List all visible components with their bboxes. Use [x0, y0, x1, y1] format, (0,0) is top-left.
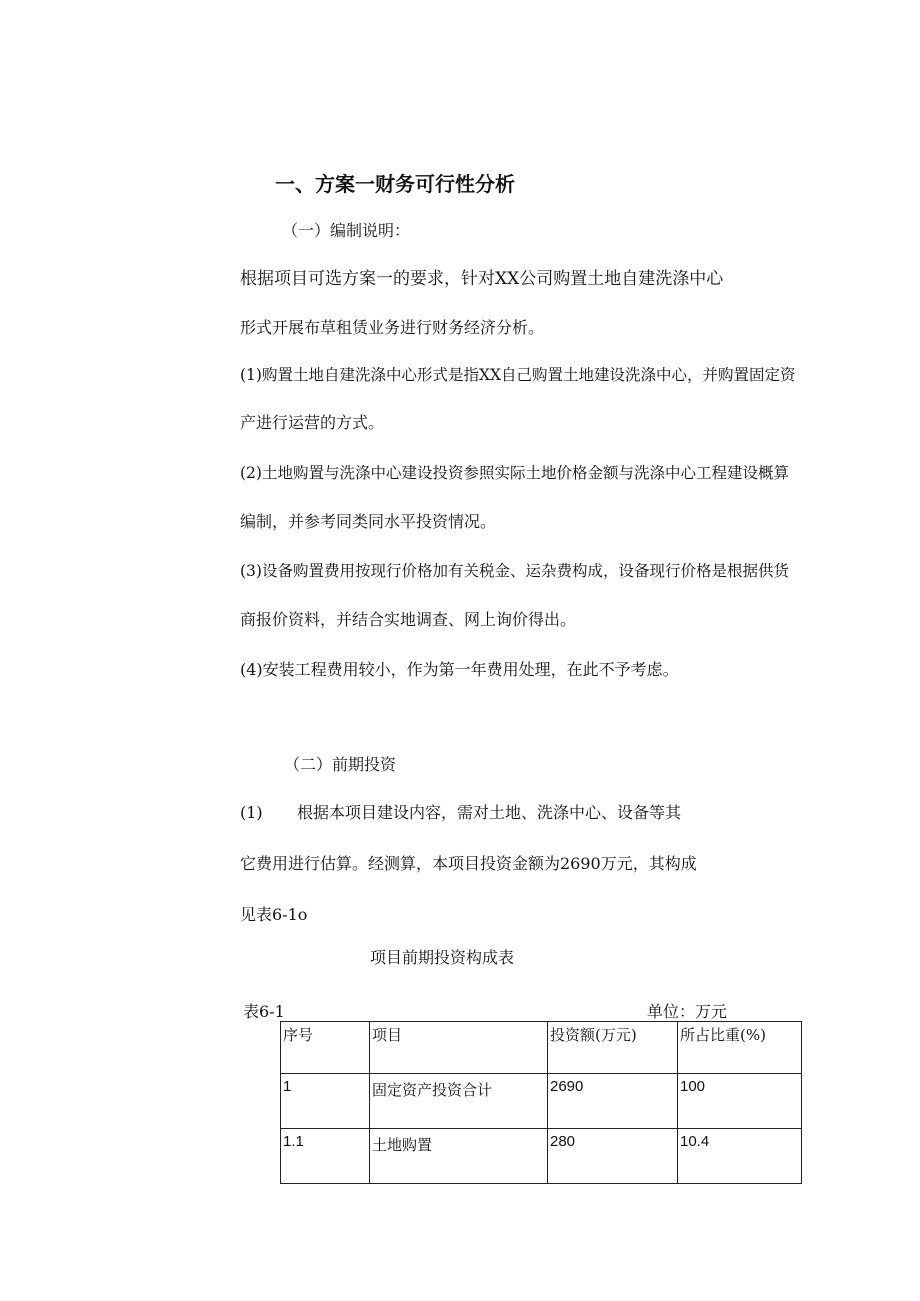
section2-item1-line3: 见表6-1o: [240, 905, 308, 924]
section1-heading: （一）编制说明：: [282, 221, 411, 240]
section1-intro-line2: 形式开展布草租赁业务进行财务经济分析。: [240, 318, 545, 337]
section1-item3-line2: 商报价资料，并结合实地调查、网上询价得出。: [240, 610, 577, 629]
section1-item2-line1: (2)土地购置与洗涤中心建设投资参照实际土地价格金额与洗涤中心工程建设概算: [240, 464, 789, 482]
header-cell-seq: 序号: [281, 1022, 370, 1074]
table-cell: 2690: [548, 1074, 678, 1129]
section1-intro-line1: 根据项目可选方案一的要求，针对XX公司购置土地自建洗涤中心: [240, 269, 724, 289]
table-header-row: [281, 1022, 802, 1074]
section1-item4-line1: (4)安装工程费用较小，作为第一年费用处理，在此不予考虑。: [240, 660, 679, 679]
section1-item3-line1: (3)设备购置费用按现行价格加有关税金、运杂费构成，设备现行价格是根据供货: [240, 562, 789, 580]
section2-item1-marker: (1): [240, 803, 263, 822]
table-cell: 土地购置: [370, 1129, 548, 1184]
section1-item2-line2: 编制，并参考同类同水平投资情况。: [240, 512, 497, 531]
table-cell: 100: [678, 1074, 802, 1129]
table-cell: 10.4: [678, 1129, 802, 1184]
section2-item1-line1: 根据本项目建设内容，需对土地、洗涤中心、设备等其: [297, 803, 682, 822]
header-cell-amount: 投资额(万元): [548, 1022, 678, 1074]
section2-heading: （二）前期投资: [284, 755, 397, 774]
header-cell-item: 项目: [370, 1022, 548, 1074]
table-row: [281, 1074, 802, 1129]
table-cell: 1: [281, 1074, 370, 1129]
page-title: 一、方案一财务可行性分析: [275, 172, 515, 196]
header-cell-share: 所占比重(%): [678, 1022, 802, 1074]
table-cell: 固定资产投资合计: [370, 1074, 548, 1129]
table-caption: 项目前期投资构成表: [370, 948, 515, 967]
table-cell: 1.1: [281, 1129, 370, 1184]
investment-table: [280, 1021, 802, 1184]
table-unit: 单位：万元: [647, 1002, 728, 1021]
table-label: 表6-1: [243, 1002, 285, 1021]
table-row: [281, 1129, 802, 1184]
section2-item1-line2: 它费用进行估算。经测算，本项目投资金额为2690万元，其构成: [240, 854, 697, 873]
section1-item1-line1: (1)购置土地自建洗涤中心形式是指XX自己购置土地建设洗涤中心，并购置固定资: [240, 366, 796, 384]
table-cell: 280: [548, 1129, 678, 1184]
section1-item1-line2: 产进行运营的方式。: [240, 413, 385, 432]
